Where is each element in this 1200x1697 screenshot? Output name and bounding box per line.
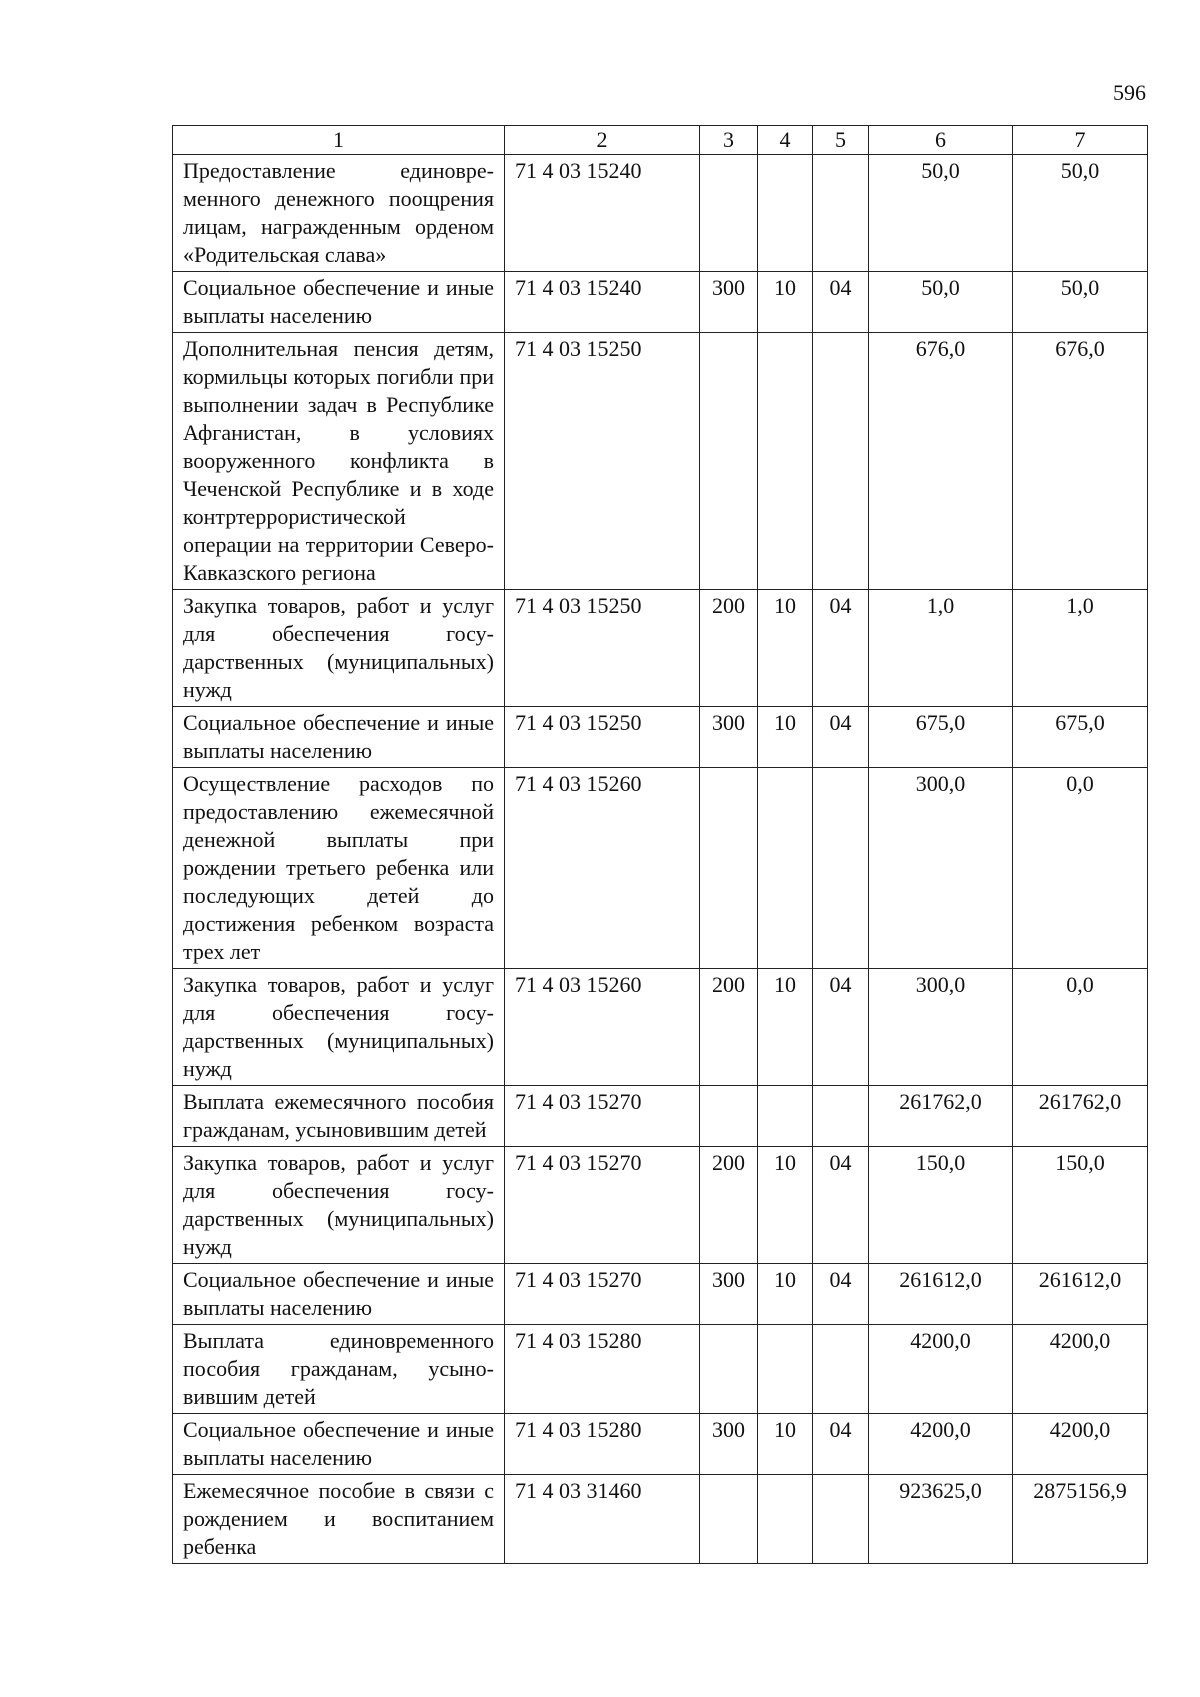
expense-type: 200 [700, 590, 758, 707]
expense-type [700, 1086, 758, 1147]
budget-code: 71 4 03 15270 [505, 1264, 700, 1325]
expense-type [700, 1475, 758, 1564]
expense-type [700, 155, 758, 272]
amount-col6: 150,0 [869, 1147, 1013, 1264]
amount-col6: 300,0 [869, 768, 1013, 969]
amount-col7: 0,0 [1013, 768, 1148, 969]
subsection: 04 [813, 969, 869, 1086]
section: 10 [758, 1147, 813, 1264]
page-number: 596 [1113, 80, 1146, 105]
section: 10 [758, 969, 813, 1086]
item-name: Социальное обеспечение и иные выплаты населению [173, 272, 505, 333]
amount-col7: 1,0 [1013, 590, 1148, 707]
subsection [813, 1086, 869, 1147]
item-name: Закупка товаров, работ и услуг для обеспечения государственных (муниципальных) нужд [173, 590, 505, 707]
table-row [173, 333, 1148, 590]
amount-col7: 0,0 [1013, 969, 1148, 1086]
budget-code: 71 4 03 15260 [505, 969, 700, 1086]
item-name: Выплата ежемесячного пособия гражданам, усыновившим детей [173, 1086, 505, 1147]
subsection [813, 768, 869, 969]
table-row [173, 1086, 1148, 1147]
table-row [173, 707, 1148, 768]
item-name: Предоставление единовременного денежного поощрения лицам, награжденным орденом «Родительская слава» [173, 155, 505, 272]
column-header-6: 6 [869, 126, 1013, 155]
expense-type: 200 [700, 969, 758, 1086]
item-name: Дополнительная пенсия детям, кормильцы которых погибли при выполнении задач в Республике Афганистан, в условиях вооруженного конфликта в Чеченской Республике и в ходе контртеррористической операции на территории Северо-Кавказского региона [173, 333, 505, 590]
amount-col7: 4200,0 [1013, 1414, 1148, 1475]
item-name: Закупка товаров, работ и услуг для обеспечения государственных (муниципальных) нужд [173, 969, 505, 1086]
amount-col6: 261762,0 [869, 1086, 1013, 1147]
subsection: 04 [813, 707, 869, 768]
amount-col6: 4200,0 [869, 1414, 1013, 1475]
column-header-5: 5 [813, 126, 869, 155]
budget-code: 71 4 03 15250 [505, 590, 700, 707]
budget-code: 71 4 03 15270 [505, 1147, 700, 1264]
budget-code: 71 4 03 15250 [505, 707, 700, 768]
amount-col6: 675,0 [869, 707, 1013, 768]
subsection [813, 155, 869, 272]
amount-col6: 50,0 [869, 155, 1013, 272]
item-name: Закупка товаров, работ и услуг для обеспечения государственных (муниципальных) нужд [173, 1147, 505, 1264]
amount-col6: 1,0 [869, 590, 1013, 707]
table-row [173, 1414, 1148, 1475]
item-name: Осуществление расходов по предоставлению ежемесячной денежной выплаты при рождении третьего ребенка или последующих детей до достижения ребенком возраста трех лет [173, 768, 505, 969]
budget-code: 71 4 03 15240 [505, 155, 700, 272]
item-name: Социальное обеспечение и иные выплаты населению [173, 1264, 505, 1325]
subsection: 04 [813, 590, 869, 707]
expense-type: 300 [700, 1414, 758, 1475]
section [758, 1325, 813, 1414]
budget-code: 71 4 03 15240 [505, 272, 700, 333]
amount-col6: 4200,0 [869, 1325, 1013, 1414]
item-name: Ежемесячное пособие в связи с рождением и воспитанием ребенка [173, 1475, 505, 1564]
column-header-2: 2 [505, 126, 700, 155]
amount-col7: 261612,0 [1013, 1264, 1148, 1325]
subsection [813, 1325, 869, 1414]
amount-col7: 150,0 [1013, 1147, 1148, 1264]
amount-col7: 2875156,9 [1013, 1475, 1148, 1564]
section: 10 [758, 1264, 813, 1325]
table-row [173, 155, 1148, 272]
expense-type [700, 1325, 758, 1414]
column-header-1: 1 [173, 126, 505, 155]
section: 10 [758, 272, 813, 333]
budget-code: 71 4 03 15260 [505, 768, 700, 969]
amount-col7: 4200,0 [1013, 1325, 1148, 1414]
amount-col7: 676,0 [1013, 333, 1148, 590]
budget-code: 71 4 03 15280 [505, 1325, 700, 1414]
amount-col7: 50,0 [1013, 272, 1148, 333]
budget-code: 71 4 03 31460 [505, 1475, 700, 1564]
section [758, 155, 813, 272]
amount-col6: 300,0 [869, 969, 1013, 1086]
amount-col7: 675,0 [1013, 707, 1148, 768]
table-row [173, 1475, 1148, 1564]
table-row [173, 1264, 1148, 1325]
subsection: 04 [813, 1264, 869, 1325]
subsection [813, 333, 869, 590]
budget-code: 71 4 03 15280 [505, 1414, 700, 1475]
subsection: 04 [813, 1414, 869, 1475]
budget-code: 71 4 03 15270 [505, 1086, 700, 1147]
section [758, 333, 813, 590]
table-row [173, 768, 1148, 969]
subsection: 04 [813, 272, 869, 333]
item-name: Выплата единовременного пособия гражданам, усыновившим детей [173, 1325, 505, 1414]
table-row [173, 1147, 1148, 1264]
column-header-4: 4 [758, 126, 813, 155]
table-row [173, 969, 1148, 1086]
expense-type [700, 333, 758, 590]
table-row [173, 1325, 1148, 1414]
expense-type: 300 [700, 272, 758, 333]
amount-col7: 261762,0 [1013, 1086, 1148, 1147]
amount-col6: 50,0 [869, 272, 1013, 333]
expense-type: 300 [700, 1264, 758, 1325]
section [758, 1086, 813, 1147]
item-name: Социальное обеспечение и иные выплаты населению [173, 707, 505, 768]
table-row [173, 590, 1148, 707]
subsection: 04 [813, 1147, 869, 1264]
budget-code: 71 4 03 15250 [505, 333, 700, 590]
section: 10 [758, 1414, 813, 1475]
amount-col7: 50,0 [1013, 155, 1148, 272]
section [758, 1475, 813, 1564]
item-name: Социальное обеспечение и иные выплаты населению [173, 1414, 505, 1475]
amount-col6: 261612,0 [869, 1264, 1013, 1325]
budget-table [172, 125, 1148, 1564]
section: 10 [758, 590, 813, 707]
expense-type [700, 768, 758, 969]
amount-col6: 676,0 [869, 333, 1013, 590]
column-header-7: 7 [1013, 126, 1148, 155]
header-row [173, 126, 1148, 155]
section: 10 [758, 707, 813, 768]
amount-col6: 923625,0 [869, 1475, 1013, 1564]
expense-type: 200 [700, 1147, 758, 1264]
section [758, 768, 813, 969]
expense-type: 300 [700, 707, 758, 768]
table-row [173, 272, 1148, 333]
column-header-3: 3 [700, 126, 758, 155]
subsection [813, 1475, 869, 1564]
